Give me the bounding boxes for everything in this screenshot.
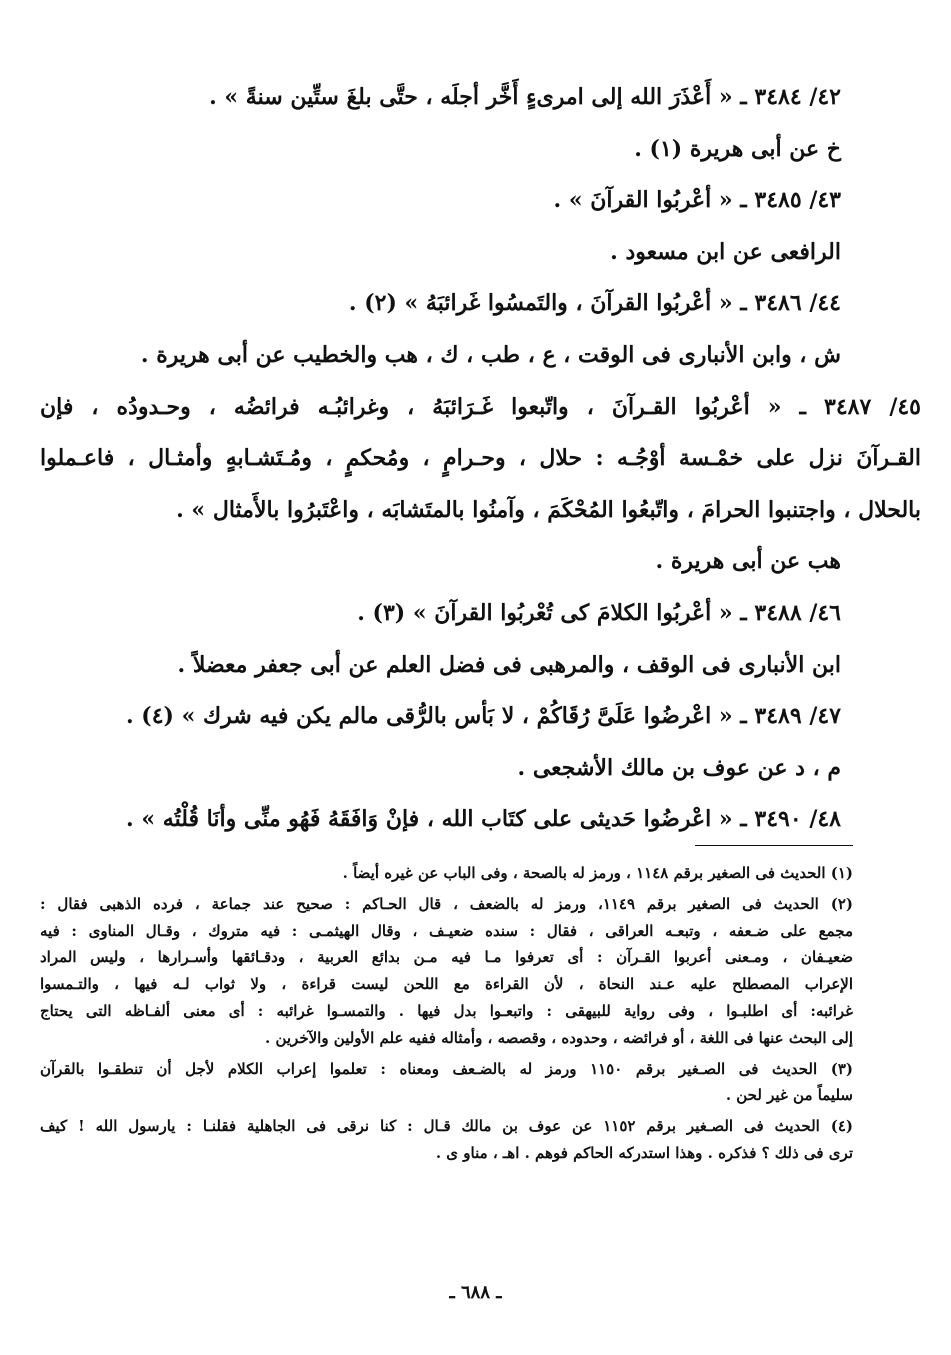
footnote-3: (٣) الحديث فى الصـغير برقم ١١٥٠ ورمز له بالضـعف ومعناه : تعلموا إعراب الكلام لأجل أن تنطقـوا بالقرآن [40,1059,853,1078]
hadith-entry-3484: ٤٢/ ٣٤٨٤ ـ « أَعْذَرَ الله إلى امرىءٍ أَخَّر أجلَه ، حتَّى بلغَ ستِّين سنةً » . [209,84,841,110]
footnote-4: (٤) الحديث فى الصـغير برقم ١١٥٢ عن عوف بن مالك قـال : كنا نرقى فى الجاهلية فقلنـا : يارسول الله ! كيف [40,1117,853,1136]
footnote-2: (٢) الحديث فى الصغير برقم ١١٤٩، ورمز له بالضعف ، قال الحـاكم : صحيح عند جماعة ، فرده الذهبى فقال : [40,894,854,913]
source-line: ابن الأنبارى فى الوقف ، والمرهبى فى فضل العلم عن أبى جعفر معضلاً . [177,651,841,678]
footnote-2-continuation: غرائبه: أى اطلبـوا ، وفى رواية للبيهقى : واتبعـوا بدل فيها . والتمسـوا غرائبه : أى معنى ألفـاظه التى يحتاج [40,1001,853,1020]
source-line: هب عن أبى هريرة . [655,548,841,575]
footnotes-block [40,860,853,1167]
footnote-1: (١) الحديث فى الصغير برقم ١١٤٨ ، ورمز له بالصحة ، وفى الباب عن غيره أيضاً . [342,864,853,882]
page-number: ـ ٦٨٨ ـ [449,1282,502,1303]
footnote-3-continuation: سليماً من غير لحن . [725,1086,853,1105]
hadith-entry-3486: ٤٤/ ٣٤٨٦ ـ « أعْربُوا القرآنَ ، والتَمسُوا غَرائبَهُ » (٢) . [348,290,841,317]
footnote-2-continuation: إلى البحث عنها فى اللغة ، أو فرائضه ، وحدوده ، وقصصه ، وأمثاله ففيه علم الأولين والآخرين . [265,1028,853,1047]
source-line: م ، د عن عوف بن مالك الأشجعى . [517,754,841,781]
footnote-4-continuation: ترى فى ذلك ؟ فذكره . وهذا استدركه الحاكم فوهم . اهـ ، مناو ى . [435,1143,853,1162]
hadith-continuation: بالحلال ، واجتنبوا الحرامَ ، واتّبعُوا المُحْكَمَ ، وآمنُوا بالمتَشابَه ، واعْتَبرُوا بالأَمثال » . [176,496,921,523]
hadith-continuation: القـرآنَ نزل على خمْـسة أوْجُـه : حلال ، وحـرامٍ ، ومُحكمٍ ، ومُـتَشـابهٍ وأمثـال ، فاعـملوا [40,445,921,472]
hadith-entry-3488: ٤٦/ ٣٤٨٨ ـ « أعْربُوا الكلامَ كى تُعْربُوا القرآنَ » (٣) . [357,599,841,626]
hadith-entry-3487: ٤٥/ ٣٤٨٧ ـ « أعْربُوا القـرآنَ ، واتّبعوا غَـرَائبَهُ ، وغرائبُـه فرائضُه ، وحـدودُه ، فإن [40,393,921,420]
source-line: ش ، وابن الأنبارى فى الوقت ، ع ، طب ، ك ، هب والخطيب عن أبى هريرة . [140,341,841,368]
footnote-divider [695,845,853,846]
hadith-text-block [40,72,921,846]
hadith-entry-3485: ٤٣/ ٣٤٨٥ ـ « أعْربُوا القرآنَ » . [553,187,841,214]
source-line: خ عن أبى هريرة (١) . [634,135,841,162]
hadith-entry-3490: ٤٨/ ٣٤٩٠ ـ « اعْرضُوا حَديثى على كتَاب الله ، فإنْ وَافَقَهُ فَهُو منِّى وأنَا قُلْتُه » . [126,806,841,833]
source-line: الرافعى عن ابن مسعود . [610,238,841,265]
hadith-entry-3489: ٤٧/ ٣٤٨٩ ـ « اعْرضُوا عَلَىَّ رُقَاكُمْ ، لا بَأس بالرُّقى مالم يكن فيه شرك » (٤) . [125,703,841,730]
footnote-2-continuation: مجمع على ضـعفه ، وتبعـه العراقى ، فقال : سنده ضعيـف ، وقال الهيثمـى : فيه متروك ، وقـال المناوى : فيه [40,921,853,940]
footnote-2-continuation: الإعراب المصطلح عليه عـند النحاة ، لأن القراءة مع اللحن ليست قراءة ، ولا ثواب لـه فيها ، والتـمسوا [40,975,853,994]
footnote-2-continuation: ضعيـفان ، ومـعنى أعربوا القـرآن : أى تعرفوا مـا فيه مـن بدائع العربية ، ودقـائقها وأسـرارها ، وليس المراد [40,948,853,967]
